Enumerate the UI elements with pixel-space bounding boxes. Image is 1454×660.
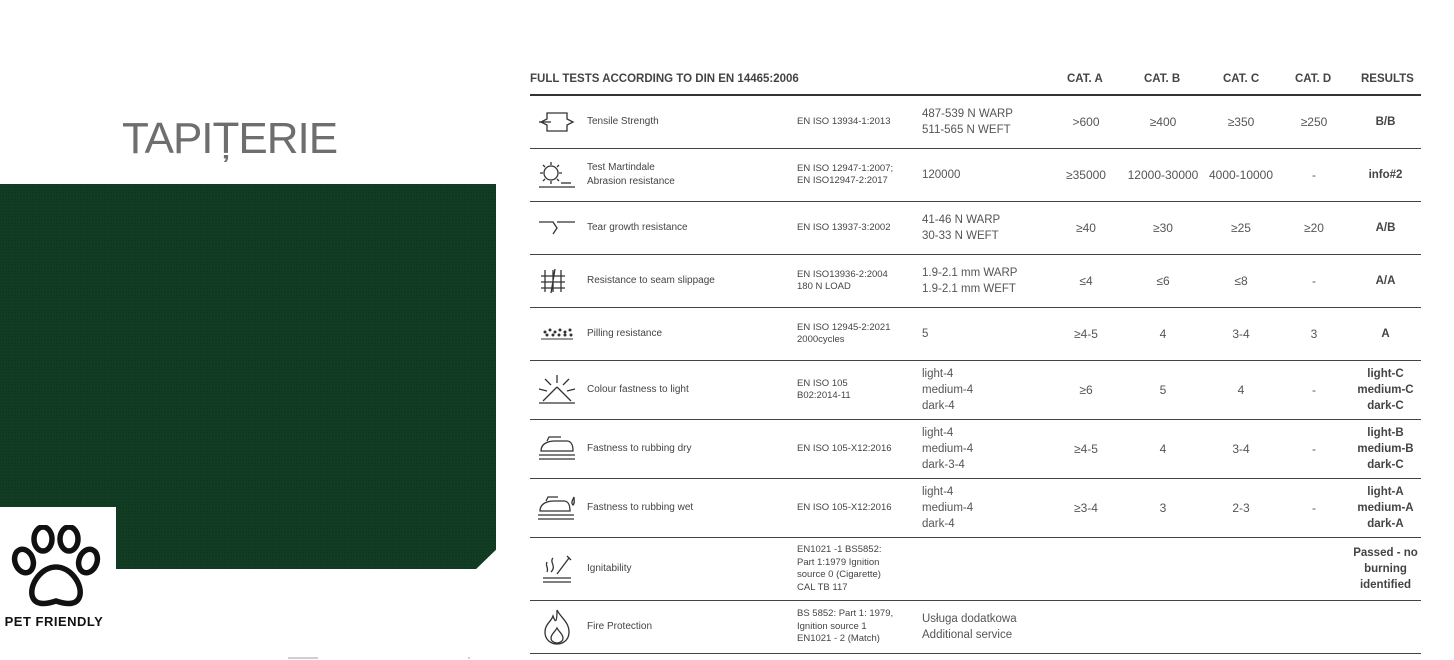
table-row: [530, 255, 1421, 308]
cat-c-value: ≥350: [1227, 115, 1255, 129]
cat-b-value: ≥30: [1153, 221, 1173, 235]
table-row: [530, 361, 1421, 420]
test-name: Pilling resistance: [587, 328, 663, 339]
cat-a-value: ≥35000: [1066, 168, 1106, 182]
test-standard: EN ISO13936-2:2004 180 N LOAD: [797, 268, 888, 292]
cat-d-value: -: [1312, 383, 1316, 397]
table-row: [530, 308, 1421, 361]
test-standard: EN ISO 105 B02:2014-11: [797, 377, 851, 401]
test-standard: EN ISO 13937-3:2002: [797, 221, 891, 233]
cat-d-value: 3: [1310, 327, 1318, 341]
cat-d-value: ≥250: [1300, 115, 1328, 129]
test-standard: BS 5852: Part 1: 1979, Ignition source 1 EN1021 - 2 (Match): [797, 608, 894, 645]
ignition-icon: [534, 538, 580, 600]
test-standard: EN ISO 12947-1:2007; EN ISO12947-2:2017: [797, 162, 894, 186]
cat-a-value: ≥40: [1076, 221, 1096, 235]
result-value: A/B: [1375, 222, 1396, 234]
cat-b-value: [1126, 601, 1200, 653]
header-test: FULL TESTS ACCORDING TO DIN EN 14465:2006: [530, 73, 799, 85]
cat-a-value: ≥3-4: [1074, 501, 1098, 515]
cat-d-value: [1283, 538, 1345, 600]
test-standard: EN1021 -1 BS5852: Part 1:1979 Ignition source 0 (Cigarette) CAL TB 117: [797, 544, 882, 593]
cat-c-value: 3-4: [1232, 442, 1250, 456]
header-cat-c: CAT. C: [1223, 73, 1260, 85]
header-cat-b: CAT. B: [1144, 73, 1181, 85]
test-value: Usługa dodatkowa Additional service: [922, 613, 1017, 641]
test-value: light-4 medium-4 dark-4: [922, 368, 974, 412]
test-value: 41-46 N WARP 30-33 N WEFT: [922, 214, 1001, 242]
test-name: Tear growth resistance: [587, 222, 688, 233]
divider: [288, 657, 318, 659]
cat-d-value: [1283, 601, 1345, 653]
cat-a-value: ≥6: [1079, 383, 1093, 397]
cat-d-value: -: [1312, 501, 1316, 515]
pet-friendly-badge: [0, 507, 116, 660]
test-name: Tensile Strength: [587, 116, 659, 127]
seam-icon: [534, 255, 580, 307]
tensile-icon: [534, 96, 580, 148]
test-standard: EN ISO 105-X12:2016: [797, 501, 892, 513]
result-value: A/A: [1375, 275, 1396, 287]
cat-c-value: 4000-10000: [1208, 168, 1274, 182]
result-value: A: [1381, 328, 1390, 340]
cat-c-value: ≤8: [1234, 274, 1248, 288]
pilling-icon: [534, 308, 580, 360]
test-standard: EN ISO 105-X12:2016: [797, 442, 892, 454]
test-standard: EN ISO 13934-1:2013: [797, 115, 891, 127]
light-icon: [534, 361, 580, 419]
table-row: [530, 149, 1421, 202]
cat-c-value: ≥25: [1231, 221, 1251, 235]
result-value: B/B: [1375, 116, 1396, 128]
cat-c-value: [1203, 601, 1279, 653]
test-results-table: [530, 66, 1421, 654]
cat-c-value: 2-3: [1232, 501, 1250, 515]
header-cat-a: CAT. A: [1067, 73, 1103, 85]
test-value: 5: [922, 328, 929, 340]
table-row: [530, 202, 1421, 255]
pet-friendly-label: PET FRIENDLY: [4, 614, 104, 629]
cat-b-value: 5: [1159, 383, 1167, 397]
test-name: Ignitability: [587, 563, 632, 574]
result-value: light-B medium-B dark-C: [1357, 427, 1414, 471]
test-standard: EN ISO 12945-2:2021 2000cycles: [797, 321, 891, 345]
header-cat-d: CAT. D: [1295, 73, 1332, 85]
cat-b-value: ≥400: [1149, 115, 1177, 129]
paw-icon: [10, 525, 102, 611]
test-value: light-4 medium-4 dark-4: [922, 486, 974, 530]
tear-icon: [534, 202, 580, 254]
page-title: TAPIȚERIE: [122, 114, 338, 163]
test-name: Colour fastness to light: [587, 384, 689, 395]
test-value: light-4 medium-4 dark-3-4: [922, 427, 974, 471]
cat-a-value: ≥4-5: [1074, 442, 1098, 456]
table-row: [530, 479, 1421, 538]
cat-c-value: 3-4: [1232, 327, 1250, 341]
result-value: light-C medium-C dark-C: [1357, 368, 1414, 412]
result-value: Passed - no burning identified: [1353, 547, 1418, 591]
cat-d-value: -: [1312, 168, 1316, 182]
result-value: info#2: [1368, 169, 1403, 181]
cat-b-value: [1126, 538, 1200, 600]
cat-b-value: 4: [1159, 442, 1167, 456]
cat-a-value: [1056, 538, 1116, 600]
cat-a-value: [1056, 601, 1116, 653]
test-name: Fire Protection: [587, 621, 653, 632]
table-row: [530, 420, 1421, 479]
rubbing-dry-icon: [534, 420, 580, 478]
cat-a-value: ≤4: [1079, 274, 1093, 288]
table-row: [530, 96, 1421, 149]
divider: [468, 657, 470, 659]
cat-d-value: ≥20: [1304, 221, 1324, 235]
cat-a-value: >600: [1072, 115, 1100, 129]
cat-b-value: 12000-30000: [1127, 168, 1199, 182]
cat-c-value: 4: [1237, 383, 1245, 397]
header-results: RESULTS: [1361, 73, 1414, 85]
table-row: [530, 538, 1421, 601]
cat-d-value: -: [1312, 442, 1316, 456]
test-name: Test Martindale Abrasion resistance: [587, 162, 675, 187]
rubbing-wet-icon: [534, 479, 580, 537]
result-value: light-A medium-A dark-A: [1357, 486, 1414, 530]
cat-d-value: -: [1312, 274, 1316, 288]
test-value: 487-539 N WARP 511-565 N WEFT: [922, 108, 1013, 136]
test-name: Resistance to seam slippage: [587, 275, 715, 286]
cat-b-value: 4: [1159, 327, 1167, 341]
cat-c-value: [1203, 538, 1279, 600]
test-value: [922, 538, 1052, 600]
table-header: [530, 66, 1421, 96]
test-value: 120000: [922, 169, 961, 181]
cat-b-value: ≤6: [1156, 274, 1170, 288]
test-name: Fastness to rubbing wet: [587, 502, 694, 513]
abrasion-icon: [534, 149, 580, 201]
cat-a-value: ≥4-5: [1074, 327, 1098, 341]
test-value: 1.9-2.1 mm WARP 1.9-2.1 mm WEFT: [922, 267, 1018, 295]
cat-b-value: 3: [1159, 501, 1167, 515]
flame-icon: [534, 601, 580, 653]
result-value: [1350, 601, 1421, 653]
test-name: Fastness to rubbing dry: [587, 443, 692, 454]
table-row: [530, 601, 1421, 654]
